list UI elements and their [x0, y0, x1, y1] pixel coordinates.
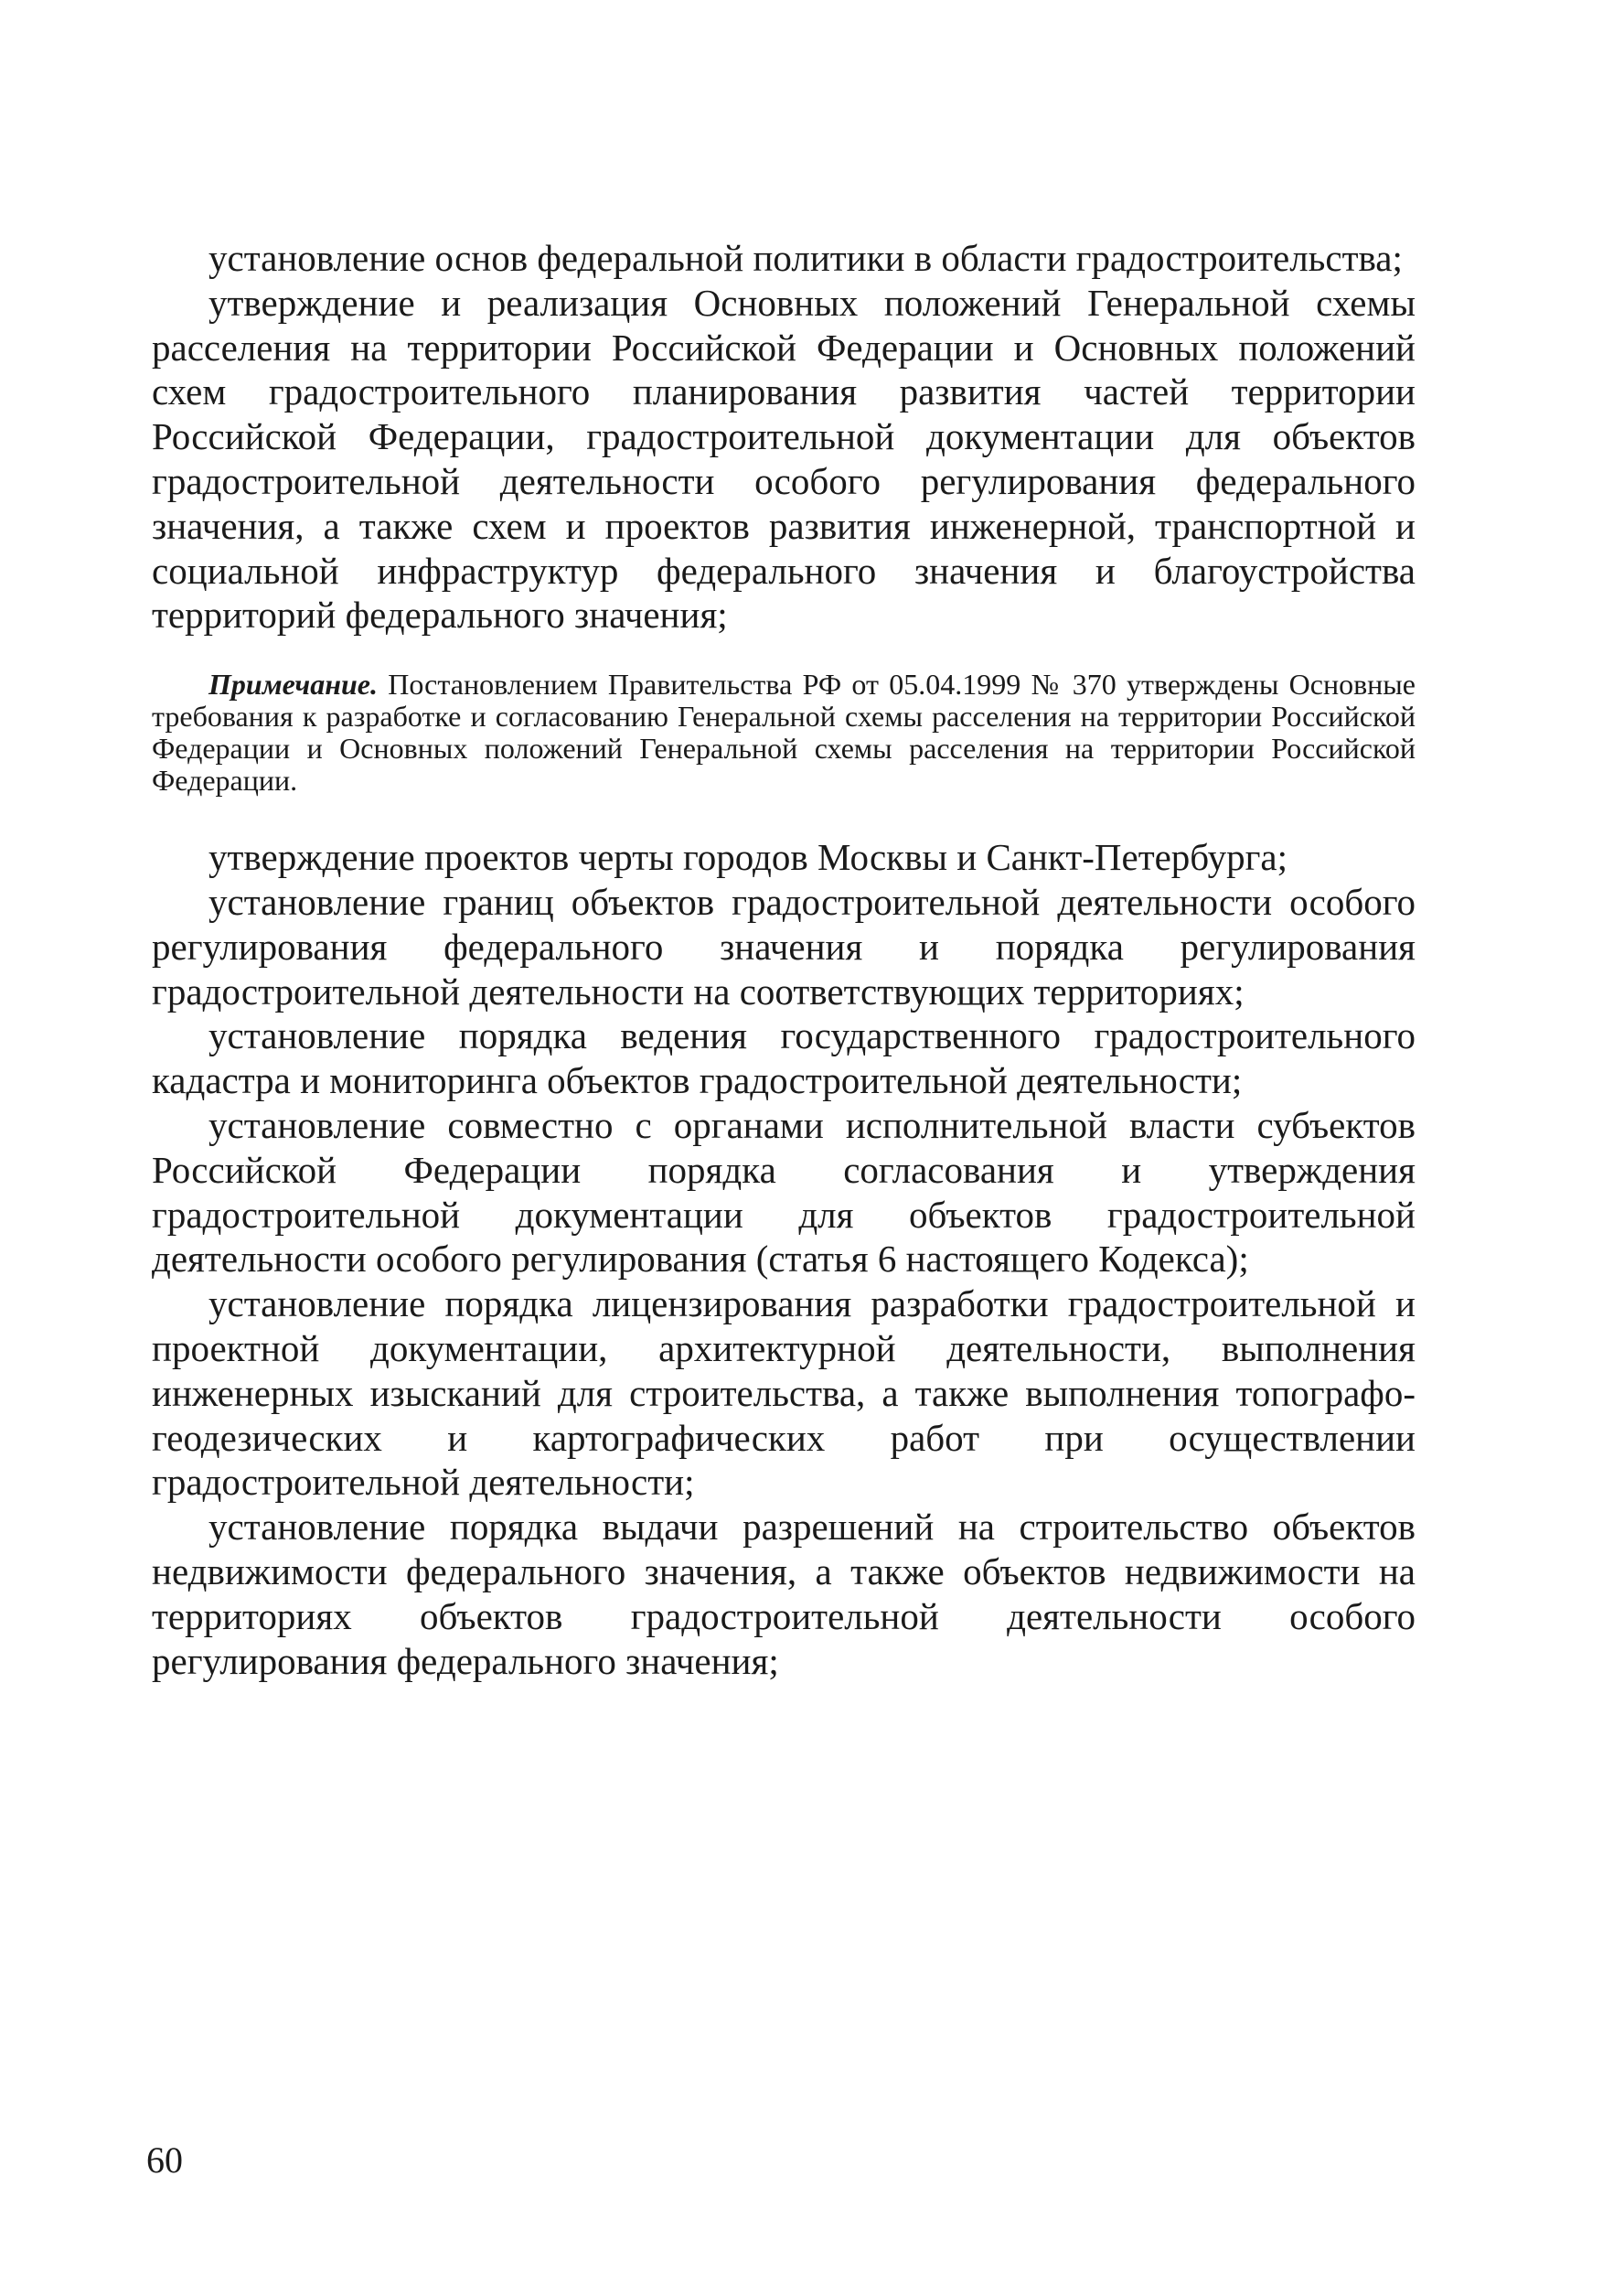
paragraph-cadastre: установление порядка ведения государственного градостроительного кадастра и мониторинга объектов градостроительной деятельности;	[152, 1014, 1416, 1102]
paragraph-object-boundaries: установление границ объектов градостроительной деятельности особого регулирования федерального значения и порядка регулирования градостроительной деятельности на соответствующих территориях;	[152, 880, 1416, 1013]
page-number: 60	[146, 2139, 183, 2181]
paragraph-general-scheme: утверждение и реализация Основных положений Генеральной схемы расселения на территории Российской Федерации и Основных положений схем градостроительного планирования развития частей территории Российской Федерации, градостроительной документации для объектов градостроительной деятельности особого регулирования федерального значения, а также схем и проектов развития инженерной, транспортной и социальной инфраструктур федерального значения и благоустройства территорий федерального значения;	[152, 281, 1416, 637]
paragraph-licensing: установление порядка лицензирования разработки градостроительной и проектной документации, архитектурной деятельности, выполнения инженерных изысканий для строительства, а также выполнения топографо-геодезических и картографических работ при осуществлении градостроительной деятельности;	[152, 1282, 1416, 1504]
paragraph-city-boundaries: утверждение проектов черты городов Москвы и Санкт-Петербурга;	[208, 836, 1288, 879]
note-text: Постановлением Правительства РФ от 05.04.1999 № 370 утверждены Основные требования к разработке и согласованию Генеральной схемы расселения на территории Российской Федерации и Основных положений Генеральной схемы расселения на территории Российской Федерации.	[152, 668, 1416, 798]
paragraph-building-permits: установление порядка выдачи разрешений на строительство объектов недвижимости федерального значения, а также объектов недвижимости на территориях объектов градостроительной деятельности особого регулирования федерального значения;	[152, 1506, 1416, 1682]
note-block	[152, 669, 1416, 797]
note-label: Примечание.	[208, 668, 378, 702]
paragraph-approval-procedure: установление совместно с органами исполнительной власти субъектов Российской Федерации порядка согласования и утверждения градостроительной документации для объектов градостроительной деятельности особого регулирования (статья 6 настоящего Кодекса);	[152, 1103, 1416, 1281]
document-page	[152, 236, 1416, 1683]
paragraph-federal-policy: установление основ федеральной политики в области градостроительства;	[208, 237, 1403, 279]
